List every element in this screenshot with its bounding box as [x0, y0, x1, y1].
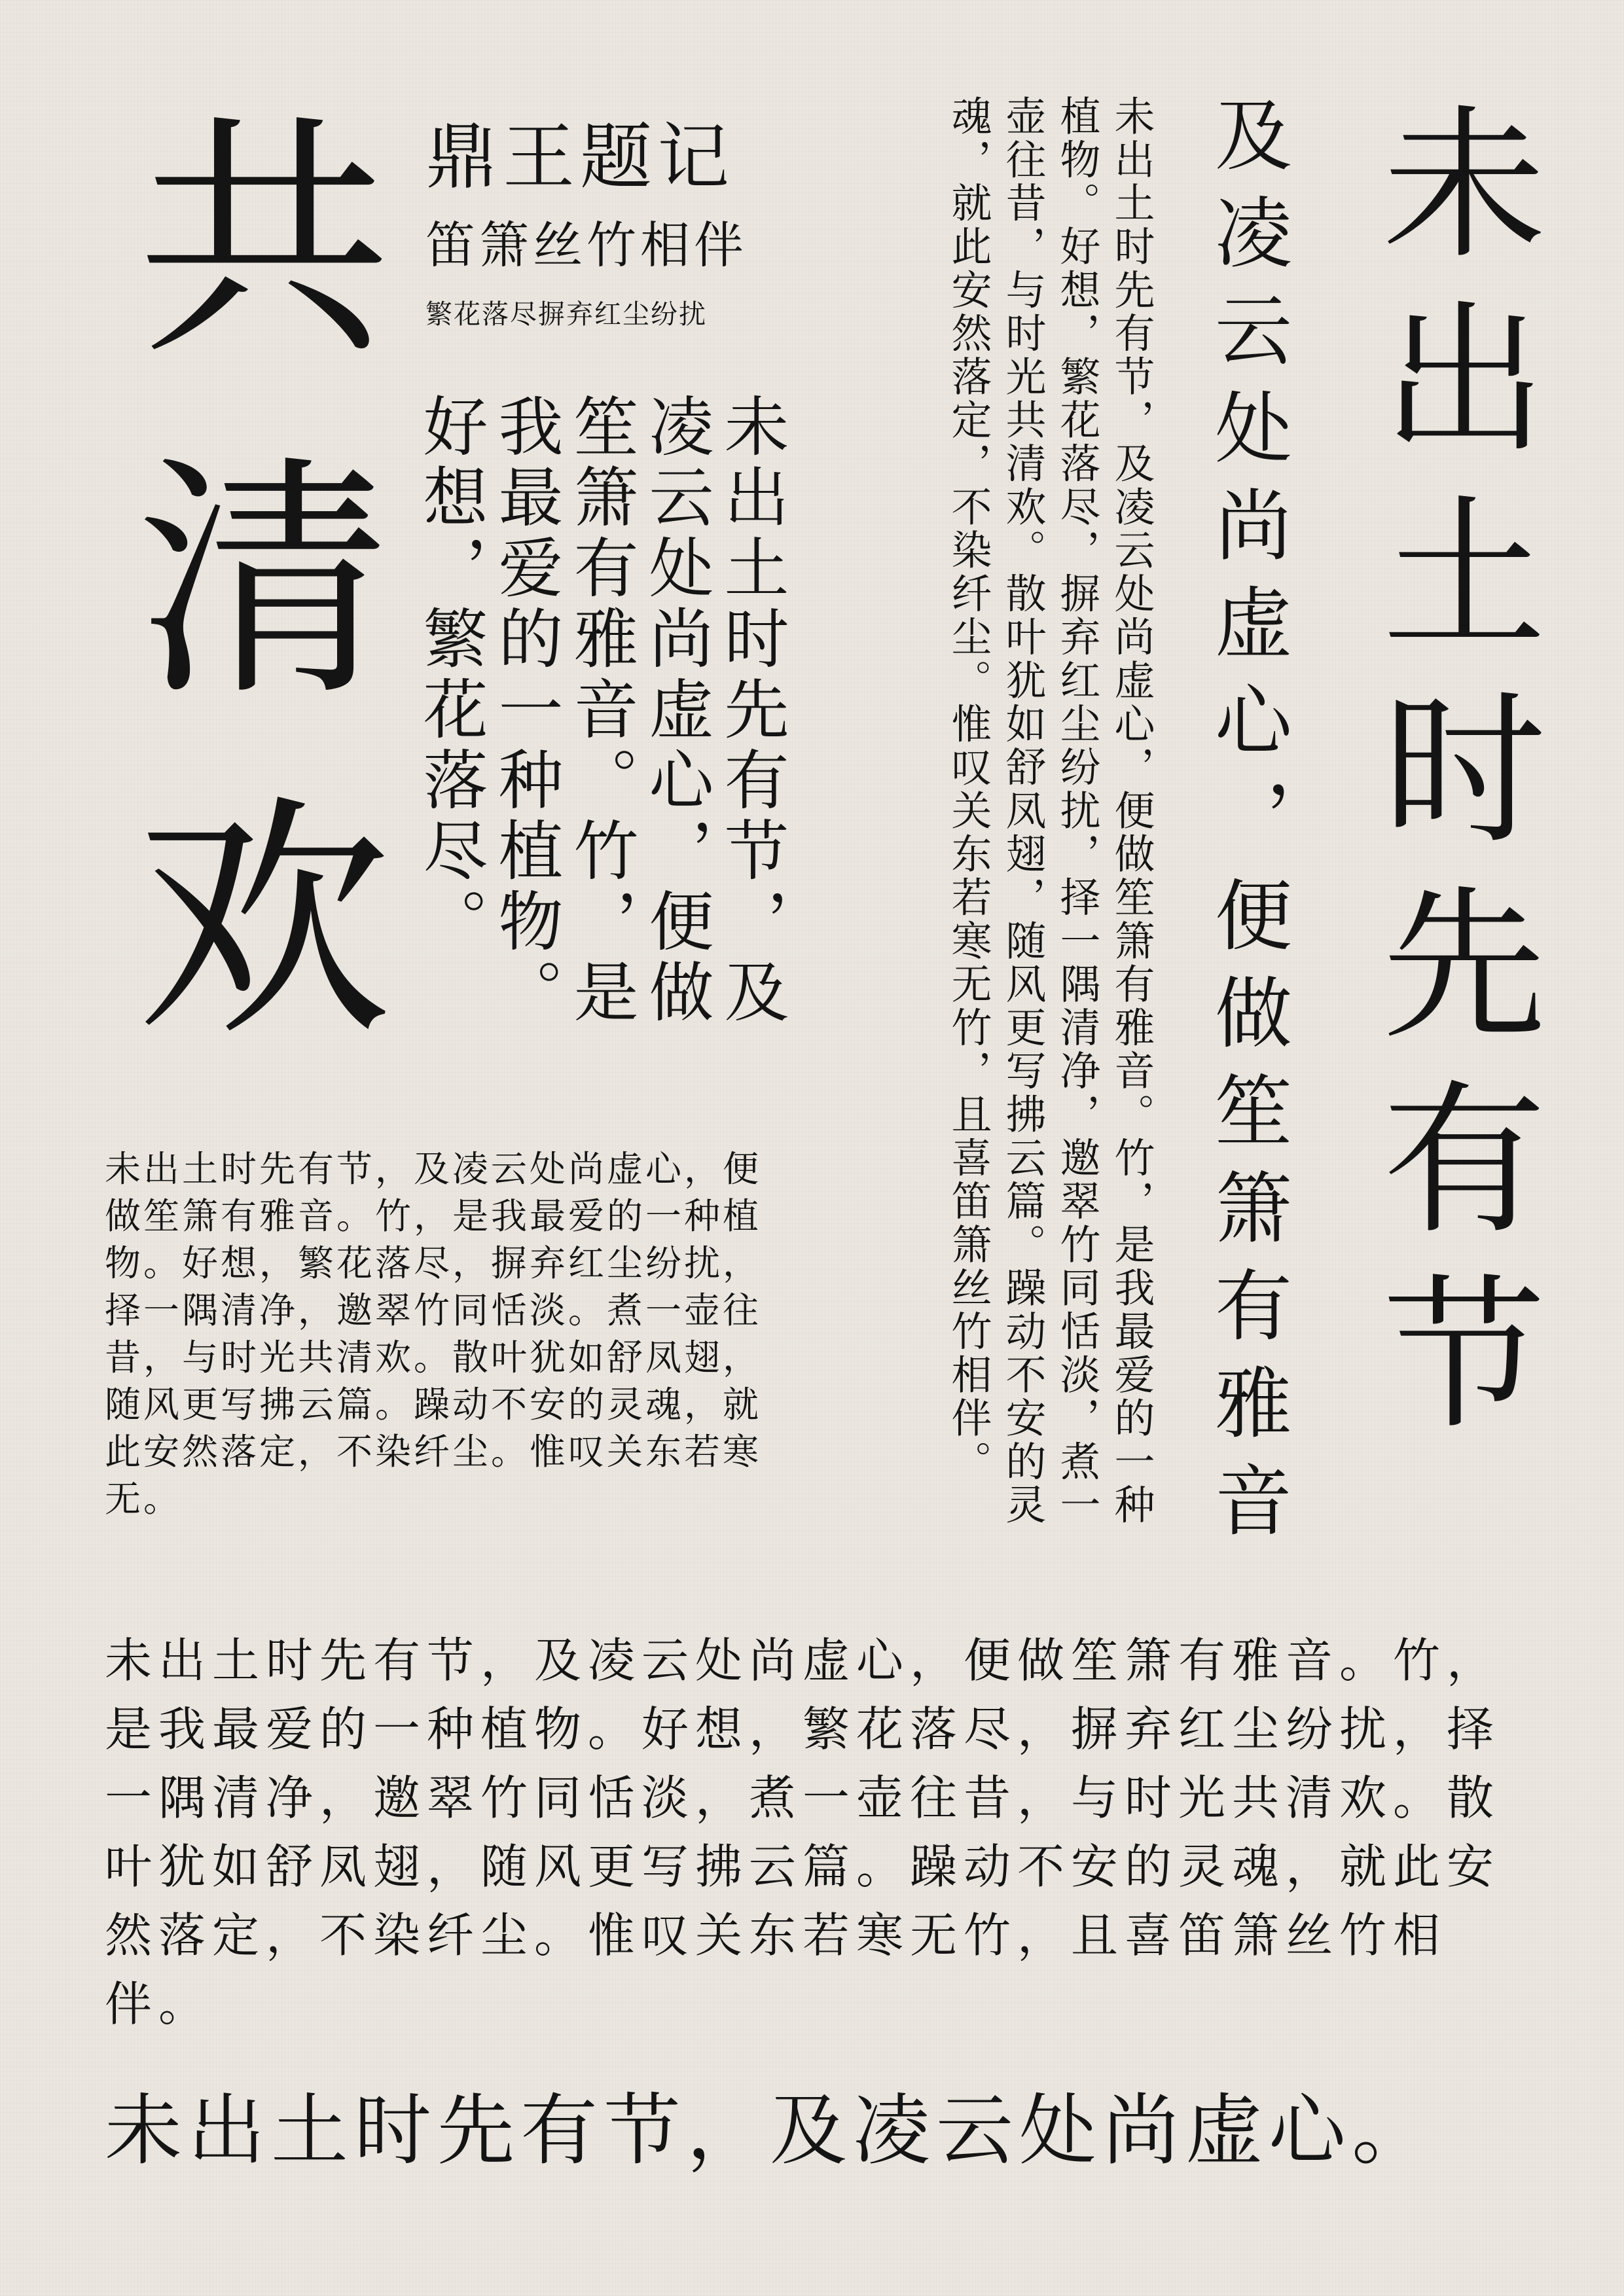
paragraph-small: 未出土时先有节，及凌云处尚虚心，便做笙箫有雅音。竹，是我最爱的一种植物。好想，繁花落尽，摒弃红尘纷扰，择一隅清净，邀翠竹同恬淡。煮一壶往昔，与时光共清欢。散叶犹如舒凤翅，随风更写拂云篇。躁动不安的灵魂，就此安然落定，不染纤尘。惟叹关东若寒无。 — [105, 1148, 762, 1520]
tagline: 笛箫丝竹相伴 — [425, 216, 748, 274]
paragraph-large: 未出土时先有节，及凌云处尚虚心，便做笙箫有雅音。竹，是我最爱的一种植物。好想，繁花落尽，摒弃红尘纷扰，择一隅清净，邀翠竹同恬淡，煮一壶往昔，与时光共清欢。散叶犹如舒凤翅，随风更写拂云篇。躁动不安的灵魂，就此安然落定，不染纤尘。惟叹关东若寒无竹，且喜笛箫丝竹相伴。 — [105, 1633, 1501, 2032]
big-title: 共清欢 — [94, 105, 391, 1126]
vertical-poem: 未出土时先有节，及凌云处尚虚心，便做笙箫有雅音。竹，是我最爱的一种植物。好想，繁花落尽。 — [412, 393, 789, 1029]
footer-line: 未出土时先有节，及凌云处尚虚心。 — [105, 2085, 1435, 2176]
vertical-subtitle: 及凌云处尚虚心，便做笙箫有雅音 — [1202, 95, 1292, 1558]
vertical-headline: 未出土时先有节 — [1355, 98, 1545, 1463]
brand-title: 鼎王题记 — [425, 115, 734, 199]
sub-tagline: 繁花落尽摒弃红尘纷扰 — [425, 298, 707, 330]
vertical-prose: 未出土时先有节，及凌云处尚虚心，便做笙箫有雅音。竹，是我最爱的一种植物。好想，繁花落尽，摒弃红尘纷扰，择一隅清净，邀翠竹同恬淡，煮一壶往昔，与时光共清欢。散叶犹如舒凤翅，随风更写拂云篇。躁动不安的灵魂，就此安然落定，不染纤尘。惟叹关东若寒无竹，且喜笛箫丝竹相伴。 — [945, 95, 1155, 1527]
